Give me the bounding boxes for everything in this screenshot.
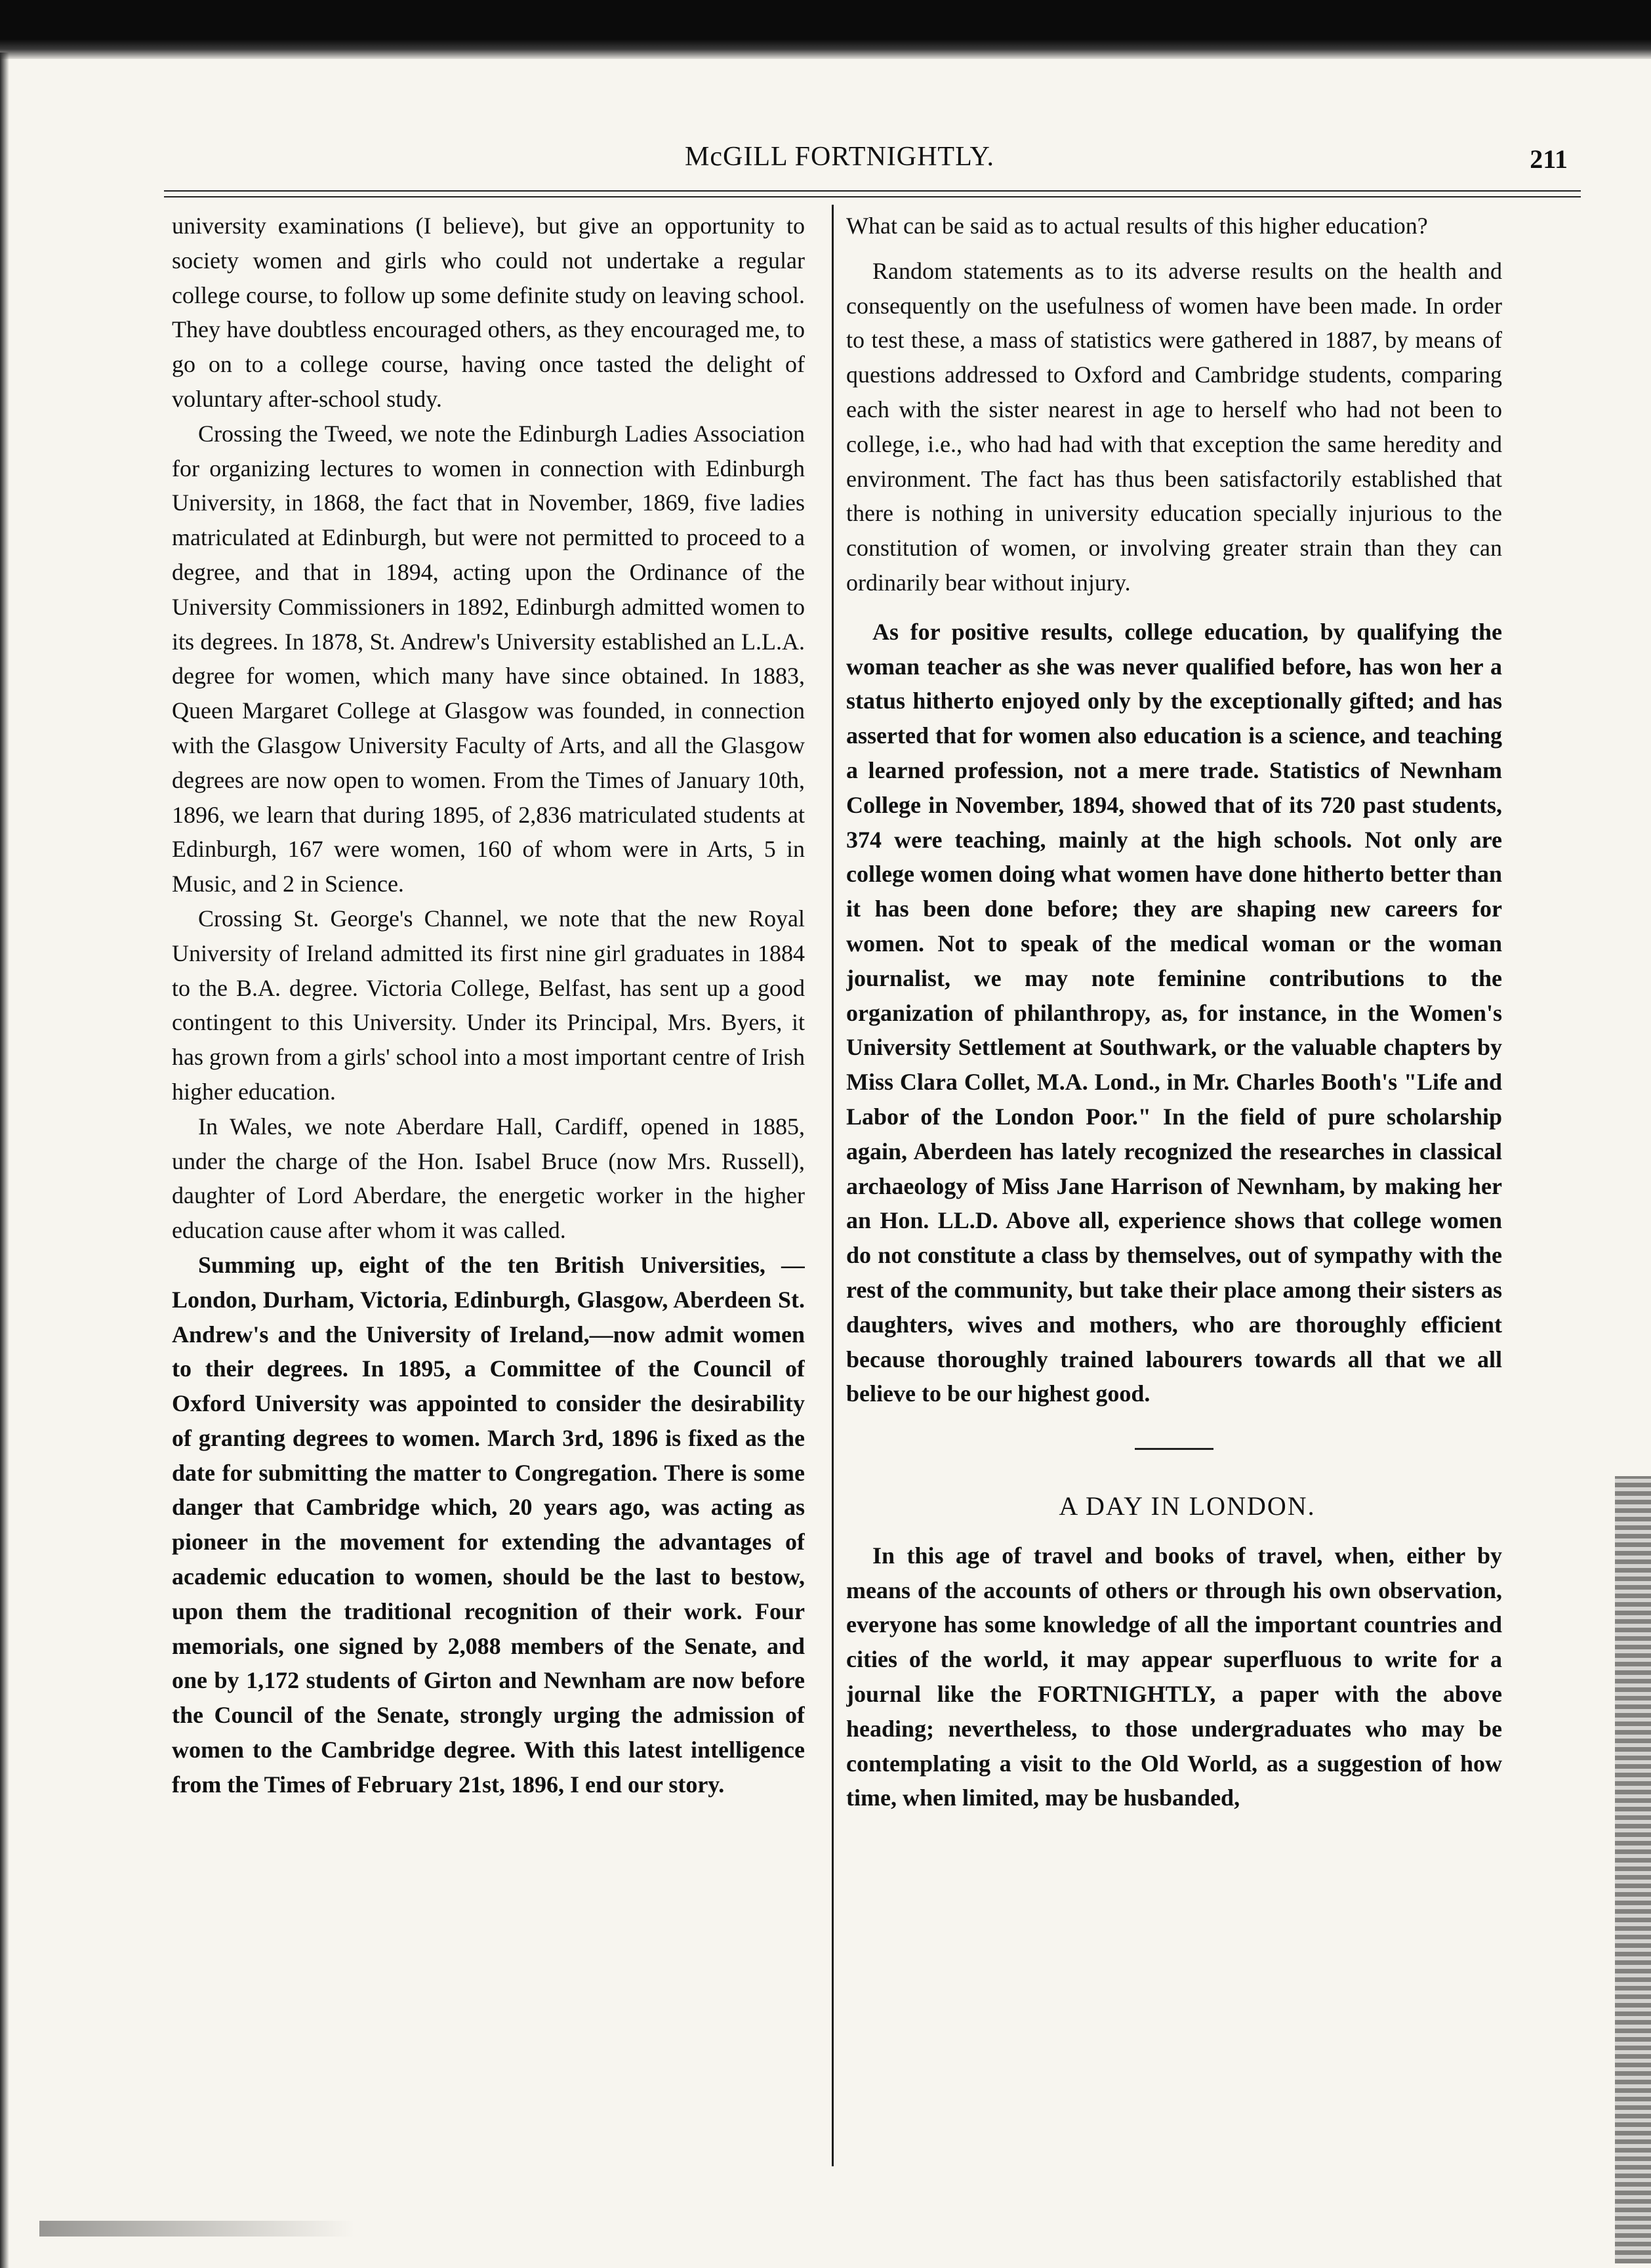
scan-left-edge [0, 52, 9, 2268]
paragraph: In Wales, we note Aberdare Hall, Cardiff, opened in 1885, under the charge of the Hon. Isabel Bruce (now Mrs. Russell), daughter of Lord Aberdare, the energetic worker in the higher education cause after whom it was called. [172, 1113, 805, 1244]
paragraph: Crossing St. George's Channel, we note that the new Royal University of Ireland admitted its first nine girl graduates in 1884 to the B.A. degree. Victoria College, Belfast, has sent up a good contingent to this University. Under its Principal, Mrs. Byers, it has grown from a girls' school into a most important centre of Irish higher education. [172, 905, 805, 1105]
column-divider [832, 205, 834, 2166]
paragraph: What can be said as to actual results of this higher education? [846, 213, 1428, 239]
paragraph: Random statements as to its adverse results on the health and consequently on the usefulness of women have been made. In order to test these, a mass of statistics were gathered in 1887, by means of questions addressed to Oxford and Cambridge students, comparing each with the sister nearest in age to herself who had not been to college, i.e., who had had with that exception the same heredity and environment. The fact has thus been satisfactorily established that there is nothing in university education specially injurious to the constitution of women, or involving greater strain than they can ordinarily bear without injury. [846, 257, 1502, 596]
header-rule [164, 190, 1581, 197]
right-column [846, 209, 1502, 2203]
paragraph: As for positive results, college education, by qualifying the woman teacher as she was never qualified before, has won her a status hitherto enjoyed only by the exceptionally gifted; and has asserted that for women also education is a science, and teaching a learned profession, not a mere trade. Statistics of Newnham College in November, 1894, showed that of its 720 past students, 374 were teaching, mainly at the high schools. Not only are college women doing what women have done hitherto better than it has been done before; they are shaping new careers for women. Not to speak of the medical woman or the woman journalist, we may note feminine contributions to the organization of philanthropy, as, for instance, in the Women's University Settlement at Southwark, or the valuable chapters by Miss Clara Collet, M.A. Lond., in Mr. Charles Booth's "Life and Labor of the London Poor." In the field of pure scholarship again, Aberdeen has lately recognized the researches in classical archaeology of Miss Jane Harrison of Newnham, by making her an Hon. LL.D. Above all, experience shows that college women do not constitute a class by themselves, out of sympathy with the rest of the community, but take their place among their sisters as daughters, wives and mothers, who are thoroughly efficient because thoroughly trained labourers towards all that we all believe to be our highest good. [846, 618, 1502, 1407]
section-divider [1135, 1448, 1213, 1450]
paragraph: Crossing the Tweed, we note the Edinburgh Ladies Association for organizing lectures to women in connection with Edinburgh University, in 1868, the fact that in November, 1869, five ladies matriculated at Edinburgh, but were not permitted to proceed to a degree, and that in 1894, acting upon the Ordinance of the University Commissioners in 1892, Edinburgh admitted women to its degrees. In 1878, St. Andrew's University established an L.L.A. degree for women, which many have since obtained. In 1883, Queen Margaret College at Glasgow was founded, in connection with the Glasgow University Faculty of Arts, and all the Glasgow degrees are now open to women. From the Times of January 10th, 1896, we learn that during 1895, of 2,836 matriculated students at Edinburgh, 167 were women, 160 of whom were in Arts, 5 in Music, and 2 in Science. [172, 420, 805, 897]
page-number: 211 [1530, 144, 1568, 174]
scan-bottom-smudge [39, 2221, 354, 2237]
paragraph: university examinations (I believe), but give an opportunity to society women and girls who could not undertake a regular college course, to follow up some definite study on leaving school. They have doubtless encouraged others, as they encouraged me, to go on to a college course, having once tasted the delight of voluntary after-school study. [172, 213, 805, 412]
scan-right-edge-noise [1615, 1476, 1651, 2263]
paragraph: In this age of travel and books of travel, when, either by means of the accounts of others or through his own observation, everyone has some knowledge of all the important countries and cities of the world, it may appear superfluous to write for a journal like the FORTNIGHTLY, a paper with the above heading; nevertheless, to those undergraduates who may be contemplating a visit to the Old World, as a suggestion of how time, when limited, may be husbanded, [846, 1542, 1502, 1811]
page-header [0, 141, 1651, 194]
left-column [172, 209, 805, 2203]
running-title: McGILL FORTNIGHTLY. [685, 142, 994, 172]
paragraph: Summing up, eight of the ten British Universities, —London, Durham, Victoria, Edinburgh, Glasgow, Aberdeen St. Andrew's and the University of Ireland,—now admit women to their degrees. In 1895, a Committee of the Council of Oxford University was appointed to consider the desirability of granting degrees to women. March 3rd, 1896 is fixed as the date for submitting the matter to Congregation. There is some danger that Cambridge which, 20 years ago, was acting as pioneer in the movement for extending the advantages of academic education to women, should be the last to bestow, upon them the traditional recognition of their work. Four memorials, one signed by 2,088 members of the Senate, and one by 1,172 students of Girton and Newnham are now before the Council of the Senate, strongly urging the admission of women to the Cambridge degree. With this latest intelligence from the Times of February 21st, 1896, I end our story. [172, 1251, 805, 1798]
scan-top-border [0, 0, 1651, 59]
article-heading: A DAY IN LONDON. [1059, 1491, 1316, 1521]
